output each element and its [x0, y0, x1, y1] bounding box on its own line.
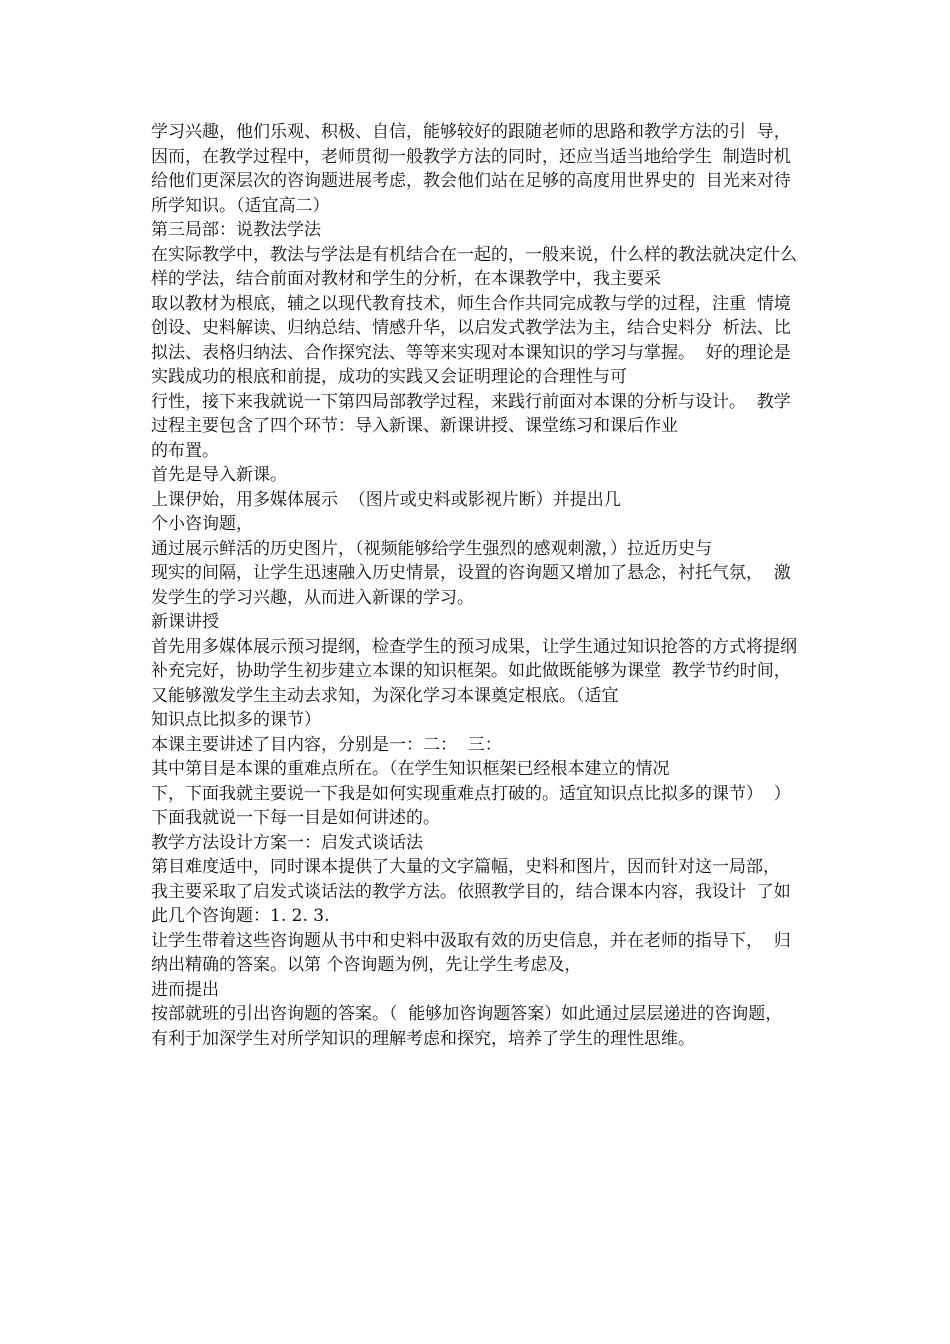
paragraph-suitable-lessons: 知识点比拟多的课节）: [151, 710, 321, 730]
subheading-new-lesson: 新课讲授: [151, 612, 219, 632]
paragraph-historical-pictures: 通过展示鲜活的历史图片，（视频能够给学生强烈的感观刺激，）拉近历史与: [151, 538, 712, 559]
paragraph-further-propose: 进而提出: [151, 979, 219, 1000]
section-heading-teaching-methods: 第三局部：说教法学法: [151, 220, 321, 240]
paragraph-process-overview-end: 的布置。: [151, 440, 219, 461]
paragraph-methods-detail: 取以教材为根底，辅之以现代教育技术，师生合作共同完成教与学的过程，注重 情境创设、史料解读、归纳总结、情感升华，以启发式教学法为主，结合史料分 析法、比拟法、表格归纳法、合作探究法、等等来实现对本课知识的学习与掌握。 好的理论是实践成功的根底和前提，成功的实践又会证明理论的合理性与可: [151, 293, 791, 387]
paragraph-lesson-contents: 本课主要讲述了目内容，分别是一：二： 三：: [151, 734, 502, 755]
subheading-method-plan-one: 教学方法设计方案一：启发式谈话法: [151, 832, 423, 853]
paragraph-heuristic-method: 第目难度适中，同时课本提供了大量的文字篇幅，史料和图片，因而针对这一局部， 我主要采取了启发式谈话法的教学方法。依照教学目的，结合课本内容，我设计 了如此几个咨询题：1. 2. 3.: [151, 857, 791, 926]
paragraph-key-difficulty: 其中第目是本课的重难点所在。（在学生知识框架已经根本建立的情况: [151, 759, 670, 779]
subheading-lesson-intro: 首先是导入新课。: [151, 465, 287, 485]
paragraph-learning-interest: 学习兴趣，他们乐观、积极、自信，能够较好的跟随老师的思路和教学方法的引 导，因而，在教学过程中，老师贯彻一般教学方法的同时，还应当适当地给学生 制造时机给他们更深层次的咨询题进展考虑，教会他们站在足够的高度用世界史的 目光来对待所学知识。（适宜高二）: [151, 122, 791, 216]
paragraph-reality-distance: 现实的间隔，让学生迅速融入历史情景，设置的咨询题又增加了悬念，衬托气氛， 激发学生的学习兴趣，从而进入新课的学习。: [151, 563, 791, 608]
paragraph-preview-outline: 首先用多媒体展示预习提纲，检查学生的预习成果，让学生通过知识抢答的方式将提纲补充完好，协助学生初步建立本课的知识框架。如此做既能够为课堂 教学节约时间，又能够激发学生主动去求知，为深化学习本课奠定根底。（适宜: [151, 636, 797, 706]
document-body: [151, 120, 801, 1051]
paragraph-breakthrough: 下，下面我就主要说一下我是如何实现重难点打破的。适宜知识点比拟多的课节） ）下面我就说一下每一目是如何讲述的。: [151, 783, 791, 828]
paragraph-process-overview: 行性，接下来我就说一下第四局部教学过程，来践行前面对本课的分析与设计。 教学过程主要包含了四个环节：导入新课、新课讲授、课堂练习和课后作业: [151, 391, 791, 436]
paragraph-methods-intro: 在实际教学中，教法与学法是有机结合在一起的，一般来说，什么样的教法就决定什么样的学法，结合前面对教材和学生的分析，在本课教学中，我主要采: [151, 244, 797, 289]
paragraph-multimedia-display: 上课伊始，用多媒体展示 （图片或史料或影视片断）并提出几: [151, 489, 621, 510]
paragraph-student-questions: 让学生带着这些咨询题从书中和史料中汲取有效的历史信息，并在老师的指导下， 归纳出精确的答案。以第 个咨询题为例，先让学生考虑及，: [151, 930, 791, 975]
paragraph-small-questions: 个小咨询题，: [151, 514, 253, 534]
paragraph-step-by-step: 按部就班的引出咨询题的答案。（ 能够加咨询题答案）如此通过层层递进的咨询题， 有利于加深学生对所学知识的理解考虑和探究，培养了学生的理性思维。: [151, 1004, 794, 1049]
